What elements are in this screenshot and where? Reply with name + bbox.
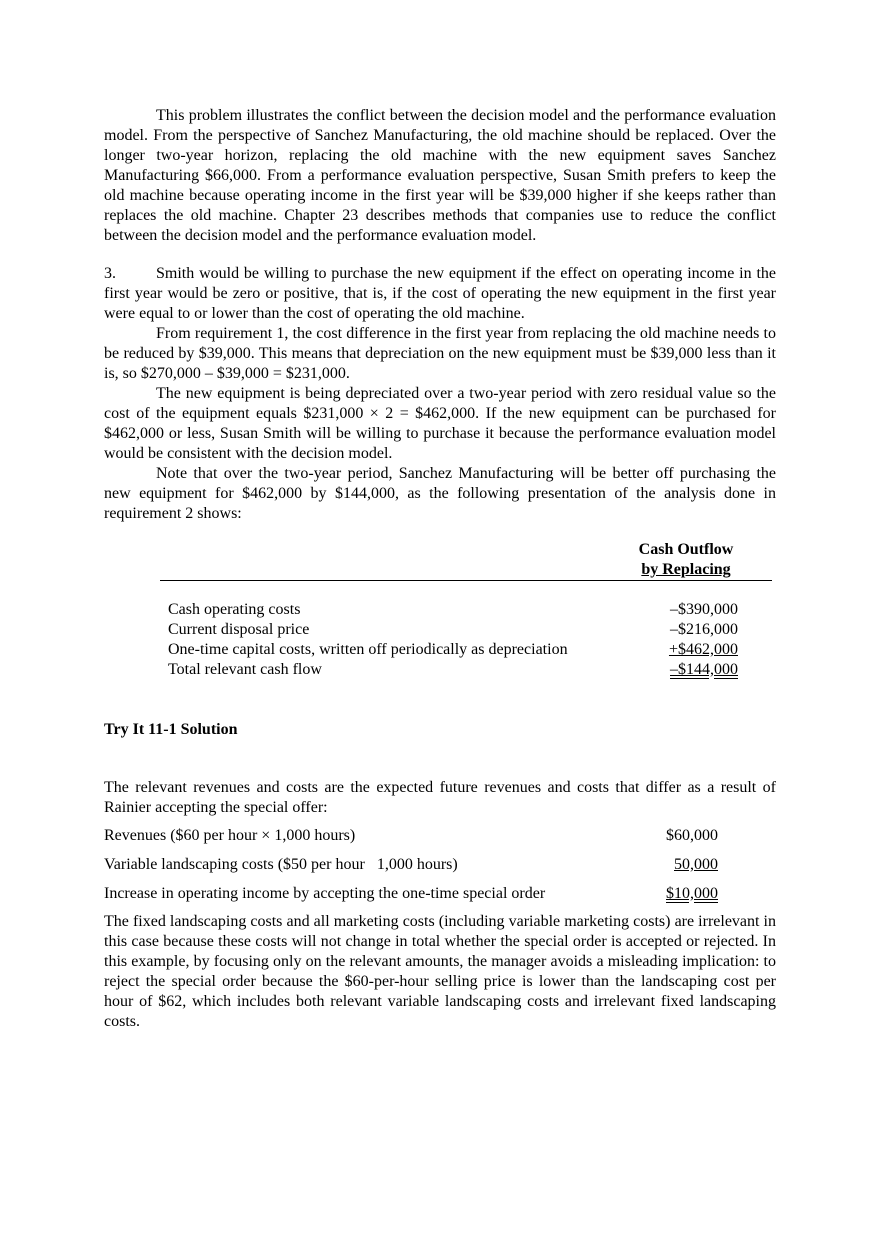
try-it-conclusion <box>104 912 776 1032</box>
cash-table-total-row <box>168 660 738 680</box>
row-label: Total relevant cash flow <box>168 661 322 678</box>
row-value: –$390,000 <box>670 601 738 618</box>
row-value: –$216,000 <box>670 621 738 638</box>
requirement-1-difference-paragraph: From requirement 1, the cost difference in the first year from replacing the old machine needs to be reduced by $39,000. This means that depreciation on the new equipment must be $39,000 less than it is, so $270,000 – $39,000 = $231,000. <box>104 325 776 382</box>
row-value: $10,000 <box>666 885 718 902</box>
row-label: Variable landscaping costs ($50 per hour 1,000 hours) <box>104 856 458 873</box>
row-label: Revenues ($60 per hour × 1,000 hours) <box>104 827 356 844</box>
table-header-rule <box>160 580 772 581</box>
row-label: One-time capital costs, written off periodically as depreciation <box>168 641 568 658</box>
row-label: Increase in operating income by accepting the one-time special order <box>104 885 546 902</box>
cash-outflow-header <box>600 540 772 580</box>
cash-outflow-header-line2: by Replacing <box>641 561 731 578</box>
depreciation-paragraph: The new equipment is being depreciated over a two-year period with zero residual value so the cost of the equipment equals $231,000 × 2 = $462,000. If the new equipment can be purchased for $462,000 or less, Susan Smith will be willing to purchase it because the performance evaluation model would be consistent with the decision model. <box>104 385 776 462</box>
requirement-3-section <box>104 264 776 524</box>
row-value: –$144,000 <box>670 661 738 678</box>
try-it-intro-text: The relevant revenues and costs are the expected future revenues and costs that differ as a result of Rainier accepting the special offer: <box>104 779 776 816</box>
cash-table-row <box>168 620 738 640</box>
try-it-row <box>104 826 718 846</box>
requirement-number: 3. <box>104 265 116 282</box>
cash-outflow-header-line1: Cash Outflow <box>638 541 734 558</box>
requirement-3-paragraph <box>104 264 776 324</box>
cash-table-row <box>168 600 738 620</box>
row-label: Current disposal price <box>168 621 310 638</box>
try-it-intro <box>104 778 776 818</box>
conflict-paragraph <box>104 106 776 246</box>
row-label: Cash operating costs <box>168 601 301 618</box>
cash-table-row <box>168 640 738 660</box>
conflict-text: This problem illustrates the conflict between the decision model and the performance evaluation model. From the perspective of Sanchez Manufacturing, the old machine should be replaced. Over the longer two-year horizon, replacing the old machine with the new equipment saves Sanchez Manufacturing $66,000. From a performance evaluation perspective, Susan Smith prefers to keep the old machine because operating income in the first year will be $39,000 higher if she keeps rather than replaces the old machine. Chapter 23 describes methods that companies use to reduce the conflict between the decision model and the performance evaluation model. <box>104 107 776 244</box>
try-it-conclusion-text: The fixed landscaping costs and all marketing costs (including variable marketing costs) are irrelevant in this case because these costs will not change in total whether the special order is accepted or rejected. In this example, by focusing only on the relevant amounts, the manager avoids a misleading implication: to reject the special order because the $60-per-hour selling price is lower than the landscaping cost per hour of $62, which includes both relevant variable landscaping costs and irrelevant fixed landscaping costs. <box>104 913 776 1030</box>
requirement-3-text: Smith would be willing to purchase the new equipment if the effect on operating income in the first year would be zero or positive, that is, if the cost of operating the new equipment in the first year were equal to or lower than the cost of operating the old machine. <box>104 265 776 322</box>
two-year-note-paragraph: Note that over the two-year period, Sanchez Manufacturing will be better off purchasing the new equipment for $462,000 by $144,000, as the following presentation of the analysis done in requirement 2 shows: <box>104 465 776 522</box>
try-it-heading: Try It 11-1 Solution <box>104 721 238 738</box>
try-it-row <box>104 855 718 875</box>
row-value: +$462,000 <box>668 641 738 658</box>
row-value: 50,000 <box>674 856 718 873</box>
try-it-total-row <box>104 884 718 904</box>
row-value: $60,000 <box>666 827 718 844</box>
